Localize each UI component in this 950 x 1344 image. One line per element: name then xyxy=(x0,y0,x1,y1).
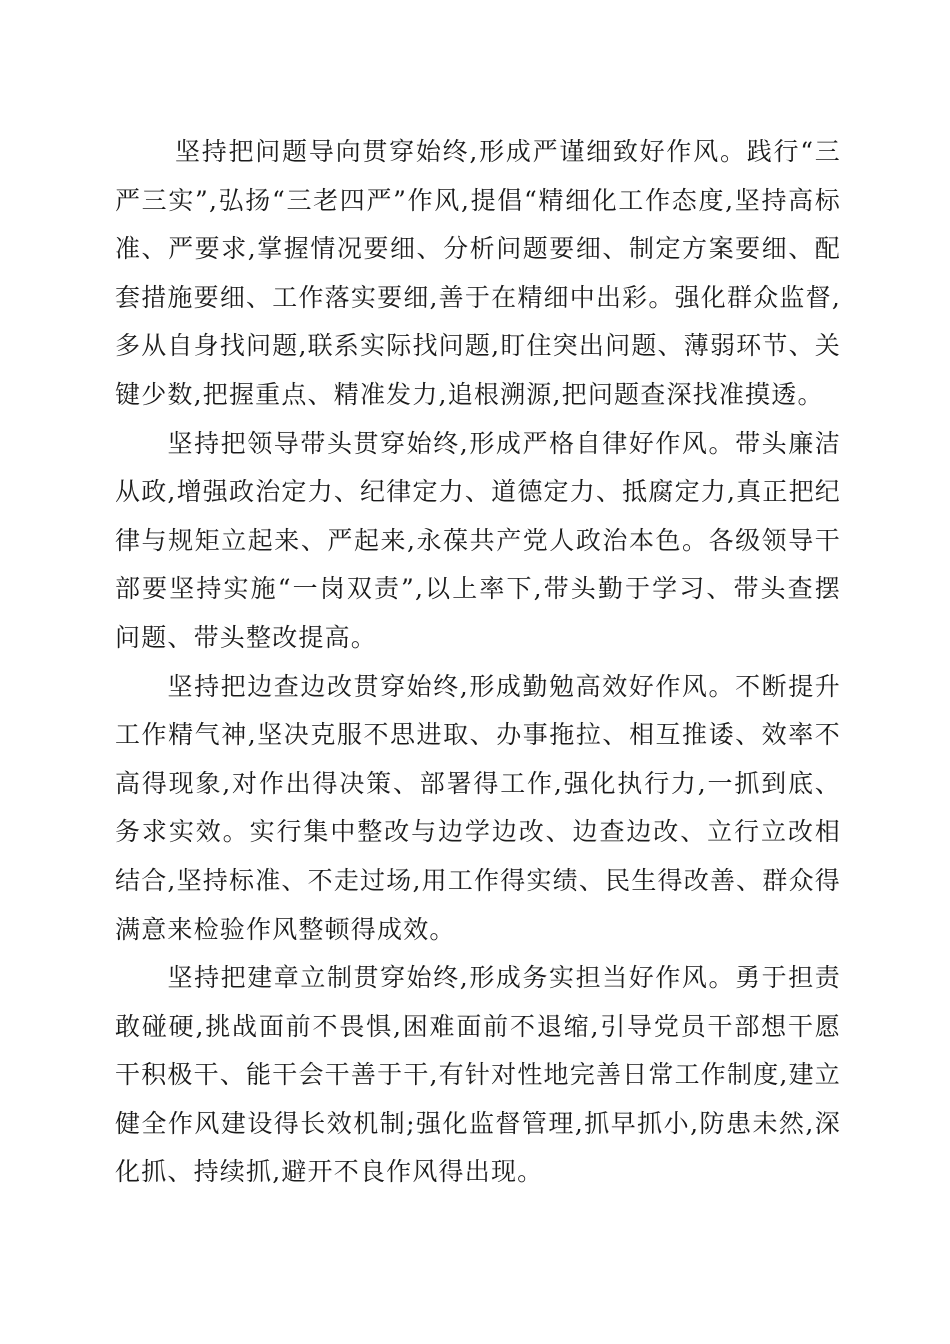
paragraph-leadership: 坚持把领导带头贯穿始终,形成严格自律好作风。带头廉洁从政,增强政治定力、纪律定力、道德定力、抵腐定力,真正把纪律与规矩立起来、严起来,永葆共产党人政治本色。各级领导干部要坚持实施“一岗双责”,以上率下,带头勤于学习、带头查摆问题、带头整改提高。 xyxy=(115,428,841,652)
paragraph-problem-orientation: 坚持把问题导向贯穿始终,形成严谨细致好作风。践行“三严三实”,弘扬“三老四严”作风,提倡“精细化工作态度,坚持高标准、严要求,掌握情况要细、分析问题要细、制定方案要细、配套措施要细、工作落实要细,善于在精细中出彩。强化群众监督,多从自身找问题,联系实际找问题,盯住突出问题、薄弱环节、关键少数,把握重点、精准发力,追根溯源,把问题查深找准摸透。 xyxy=(115,137,841,409)
paragraph-rules-and-systems: 坚持把建章立制贯穿始终,形成务实担当好作风。勇于担责敢碰硬,挑战面前不畏惧,困难面前不退缩,引导党员干部想干愿干积极干、能干会干善于干,有针对性地完善日常工作制度,建立健全作风建设得长效机制;强化监督管理,抓早抓小,防患未然,深化抓、持续抓,避开不良作风得出现。 xyxy=(115,963,841,1187)
document-body xyxy=(115,128,841,1197)
paragraph-check-and-correct: 坚持把边查边改贯穿始终,形成勤勉高效好作风。不断提升工作精气神,坚决克服不思进取、办事拖拉、相互推诿、效率不高得现象,对作出得决策、部署得工作,强化执行力,一抓到底、务求实效。实行集中整改与边学边改、边查边改、立行立改相结合,坚持标准、不走过场,用工作得实绩、民生得改善、群众得满意来检验作风整顿得成效。 xyxy=(115,671,841,944)
